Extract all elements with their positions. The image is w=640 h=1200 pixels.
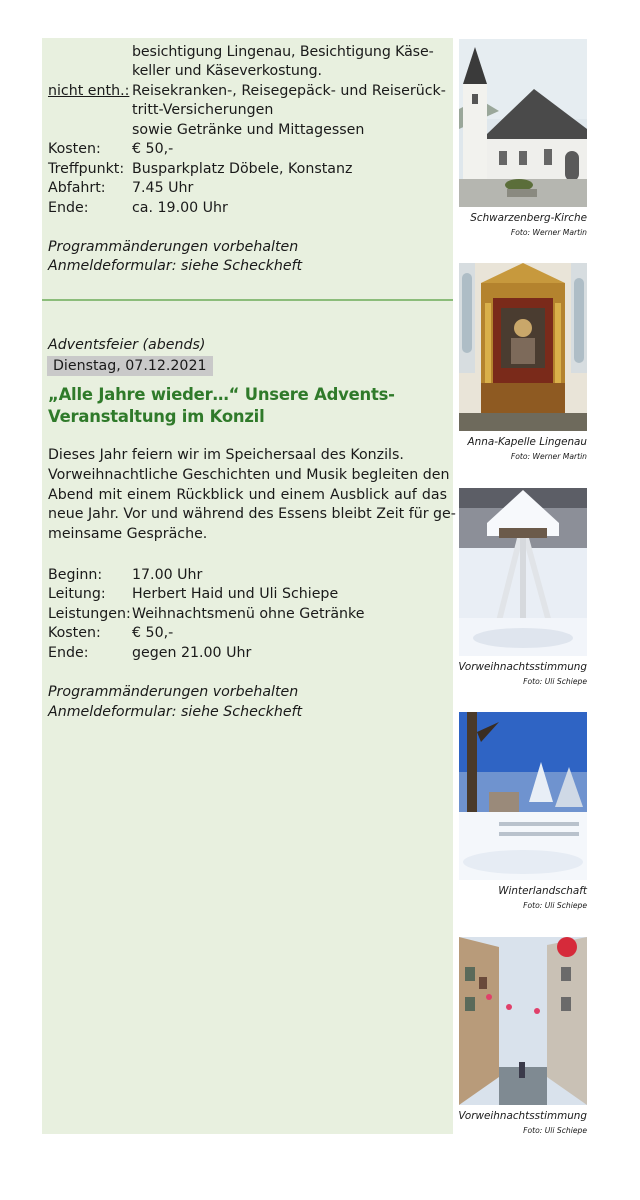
snowy-cross-photo xyxy=(459,488,587,656)
detail-label: Kosten: xyxy=(48,625,101,641)
detail-label: Ende: xyxy=(48,645,89,661)
detail-value: € 50,- xyxy=(132,625,174,641)
note-line: Programmänderungen vorbehalten xyxy=(48,239,299,255)
not-included-line: Reisekranken-, Reisegepäck- und Reiserück- xyxy=(132,83,446,99)
winter-landscape-photo xyxy=(459,712,587,880)
photo-credit: Foto: Uli Schiepe xyxy=(523,1126,587,1135)
note-line: Anmeldeformular: siehe Scheckheft xyxy=(48,258,303,274)
note-line: Programmänderungen vorbehalten xyxy=(48,684,299,700)
note-line: Anmeldeformular: siehe Scheckheft xyxy=(48,704,303,720)
detail-label: Leistungen: xyxy=(48,606,131,622)
photo-caption: Vorweihnachtsstimmung xyxy=(458,1110,587,1122)
event-date: Dienstag, 07.12.2021 xyxy=(53,358,207,374)
photo-caption: Vorweihnachtsstimmung xyxy=(458,661,587,673)
detail-label: Leitung: xyxy=(48,586,106,602)
photo-credit: Foto: Uli Schiepe xyxy=(523,677,587,686)
detail-value: Busparkplatz Döbele, Konstanz xyxy=(132,161,353,177)
text-line: besichtigung Lingenau, Besichtigung Käse- xyxy=(132,44,434,60)
body-line: meinsame Gespräche. xyxy=(48,526,208,542)
not-included-line: tritt-Versicherungen xyxy=(132,102,274,118)
not-included-line: sowie Getränke und Mittagessen xyxy=(132,122,365,138)
detail-value: 7.45 Uhr xyxy=(132,180,194,196)
detail-value: ca. 19.00 Uhr xyxy=(132,200,228,216)
body-line: neue Jahr. Vor und während des Essens bleibt Zeit für ge- xyxy=(48,506,456,522)
photo-caption: Schwarzenberg-Kirche xyxy=(470,212,587,224)
detail-label: Kosten: xyxy=(48,141,101,157)
christmas-street-photo xyxy=(459,937,587,1105)
photo-credit: Foto: Uli Schiepe xyxy=(523,901,587,910)
photo-caption: Winterlandschaft xyxy=(498,885,587,897)
detail-value: € 50,- xyxy=(132,141,174,157)
body-line: Dieses Jahr feiern wir im Speichersaal des Konzils. xyxy=(48,447,404,463)
body-line: Abend mit einem Rückblick und einem Ausblick auf das xyxy=(48,487,447,503)
detail-value: 17.00 Uhr xyxy=(132,567,203,583)
detail-value: Herbert Haid und Uli Schiepe xyxy=(132,586,339,602)
detail-value: gegen 21.00 Uhr xyxy=(132,645,252,661)
event-title: „Alle Jahre wieder…“ Unsere Advents- xyxy=(48,385,395,404)
photo-caption: Anna-Kapelle Lingenau xyxy=(467,436,587,448)
event-title: Veranstaltung im Konzil xyxy=(48,407,265,426)
photo-credit: Foto: Werner Martin xyxy=(510,452,587,461)
detail-label: Treffpunkt: xyxy=(48,161,125,177)
detail-label: Ende: xyxy=(48,200,89,216)
not-included-label: nicht enth.: xyxy=(48,83,130,99)
detail-label: Abfahrt: xyxy=(48,180,106,196)
chapel-altar-photo xyxy=(459,263,587,431)
church-photo xyxy=(459,39,587,207)
detail-value: Weihnachtsmenü ohne Getränke xyxy=(132,606,365,622)
section-divider xyxy=(42,299,453,301)
photo-credit: Foto: Werner Martin xyxy=(510,228,587,237)
body-line: Vorweihnachtliche Geschichten und Musik begleiten den xyxy=(48,467,450,483)
event-category: Adventsfeier (abends) xyxy=(48,337,206,353)
detail-label: Beginn: xyxy=(48,567,103,583)
text-line: keller und Käseverkostung. xyxy=(132,63,322,79)
